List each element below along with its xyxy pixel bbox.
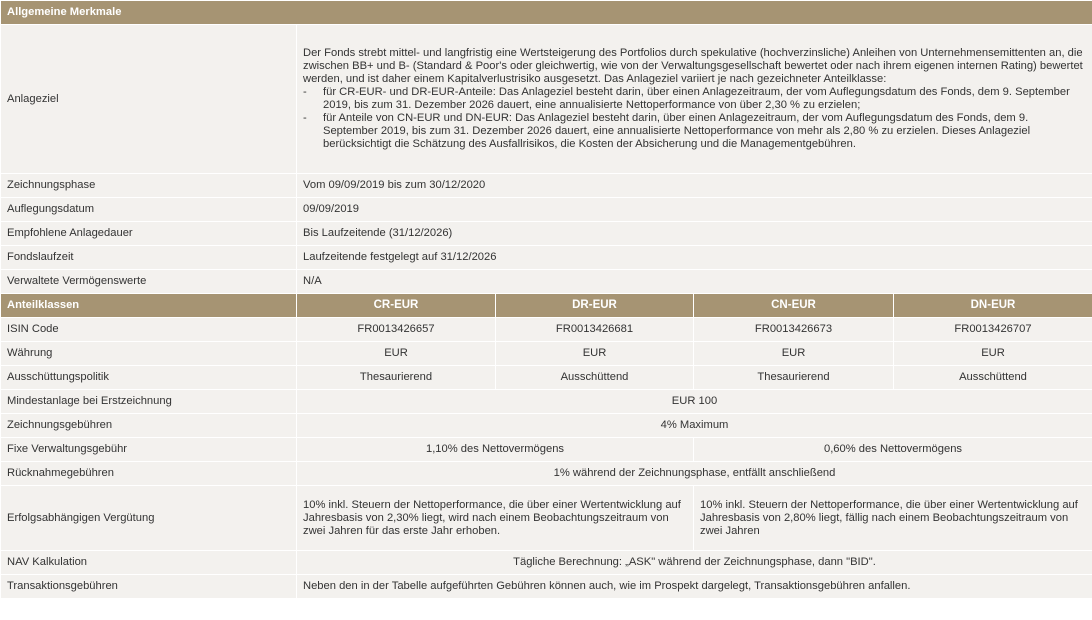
currency-value: EUR	[894, 342, 1092, 366]
distribution-value: Thesaurierend	[297, 366, 496, 390]
row-label: Verwaltete Vermögenswerte	[1, 270, 297, 294]
classes-header-row	[1, 294, 1092, 318]
row-value: 4% Maximum	[297, 414, 1092, 438]
row-label: NAV Kalkulation	[1, 551, 297, 575]
row-value: Laufzeitende festgelegt auf 31/12/2026	[297, 246, 1092, 270]
distribution-value: Thesaurierend	[694, 366, 894, 390]
anlagedauer-row	[1, 222, 1092, 246]
isin-value: FR0013426707	[894, 318, 1092, 342]
row-label: Währung	[1, 342, 297, 366]
row-label: Erfolgsabhängigen Vergütung	[1, 486, 297, 551]
waehrung-row	[1, 342, 1092, 366]
general-header: Allgemeine Merkmale	[1, 1, 1092, 25]
row-label: Fondslaufzeit	[1, 246, 297, 270]
nav-row	[1, 551, 1092, 575]
row-value: N/A	[297, 270, 1092, 294]
classes-header: Anteilklassen	[1, 294, 297, 318]
bullet-dash: -	[303, 112, 307, 124]
distribution-value: Ausschüttend	[894, 366, 1092, 390]
anlageziel-label: Anlageziel	[1, 25, 297, 174]
fondslaufzeit-row	[1, 246, 1092, 270]
row-label: Ausschüttungspolitik	[1, 366, 297, 390]
isin-value: FR0013426681	[496, 318, 694, 342]
auflegungsdatum-row	[1, 198, 1092, 222]
bullet-text: für Anteile von CN-EUR und DN-EUR: Das Anlageziel besteht darin, über einen Anlagezeitraum, der vom Auflegungsdatum des Fonds, dem 9. September 2019, bis zum 31. Dezember 2026 dauert, eine annualisierte Nettoperformance von mehr als 2,80 % zu erzielen. Dieses Anlageziel berücksichtigt die Schätzung des Ausfallrisikos, die Kosten der Absicherung und die Managementgebühren.	[323, 112, 1031, 150]
verwaltungsgebuehr-row	[1, 438, 1092, 462]
row-label: Fixe Verwaltungsgebühr	[1, 438, 297, 462]
row-value: 09/09/2019	[297, 198, 1092, 222]
fee-value: 0,60% des Nettovermögens	[694, 438, 1092, 462]
row-label: ISIN Code	[1, 318, 297, 342]
class-column-header: DN-EUR	[894, 294, 1092, 318]
vermoegenswerte-row	[1, 270, 1092, 294]
isin-row	[1, 318, 1092, 342]
row-value: Neben den in der Tabelle aufgeführten Gebühren können auch, wie im Prospekt dargelegt, Transaktionsgebühren anfallen.	[297, 575, 1092, 599]
anlageziel-text	[297, 25, 1092, 174]
row-value: EUR 100	[297, 390, 1092, 414]
currency-value: EUR	[694, 342, 894, 366]
erfolg-row	[1, 486, 1092, 551]
bullet-dash: -	[303, 86, 307, 98]
distribution-value: Ausschüttend	[496, 366, 694, 390]
anlageziel-bullet-2	[303, 112, 1086, 151]
fee-value: 1,10% des Nettovermögens	[297, 438, 694, 462]
ruecknahme-row	[1, 462, 1092, 486]
class-column-header: DR-EUR	[496, 294, 694, 318]
anlageziel-bullet-1	[303, 86, 1086, 112]
general-header-row	[1, 1, 1092, 25]
row-value: Bis Laufzeitende (31/12/2026)	[297, 222, 1092, 246]
isin-value: FR0013426673	[694, 318, 894, 342]
zeichnungsphase-row	[1, 174, 1092, 198]
isin-value: FR0013426657	[297, 318, 496, 342]
performance-fee-value: 10% inkl. Steuern der Nettoperformance, die über einer Wertentwicklung auf Jahresbasis von 2,80% liegt, fällig nach einem Beobachtungszeitraum von zwei Jahren	[694, 486, 1092, 551]
transaktion-row	[1, 575, 1092, 599]
mindestanlage-row	[1, 390, 1092, 414]
row-label: Zeichnungsgebühren	[1, 414, 297, 438]
zeichnungsgebuehren-row	[1, 414, 1092, 438]
performance-fee-value: 10% inkl. Steuern der Nettoperformance, die über einer Wertentwicklung auf Jahresbasis von 2,30% liegt, wird nach einem Beobachtungszeitraum von zwei Jahren für das erste Jahr erhoben.	[297, 486, 694, 551]
row-label: Mindestanlage bei Erstzeichnung	[1, 390, 297, 414]
row-value: 1% während der Zeichnungsphase, entfällt anschließend	[297, 462, 1092, 486]
ausschuettung-row	[1, 366, 1092, 390]
currency-value: EUR	[496, 342, 694, 366]
anlageziel-row	[1, 25, 1092, 174]
row-label: Rücknahmegebühren	[1, 462, 297, 486]
row-value: Tägliche Berechnung: „ASK" während der Zeichnungsphase, dann "BID".	[297, 551, 1092, 575]
row-label: Auflegungsdatum	[1, 198, 297, 222]
row-label: Transaktionsgebühren	[1, 575, 297, 599]
row-value: Vom 09/09/2019 bis zum 30/12/2020	[297, 174, 1092, 198]
row-label: Zeichnungsphase	[1, 174, 297, 198]
bullet-text: für CR-EUR- und DR-EUR-Anteile: Das Anlageziel besteht darin, über einen Anlagezeitraum, der vom Auflegungsdatum des Fonds, dem 9. September 2019, bis zum 31. Dezember 2026 dauert, eine annualisierte Nettoperformance von über 2,30 % zu erzielen;	[323, 86, 1070, 111]
anlageziel-intro: Der Fonds strebt mittel- und langfristig eine Wertsteigerung des Portfolios durch spekulative (hochverzinsliche) Anleihen von Unternehmensemittenten an, die zwischen BB+ und B- (Standard & Poor's oder gleichwertig, wie von der Verwaltungsgesellschaft bewertet oder nach ihrem eigenen internen Rating) bewertet werden, und ist daher einem Kapitalverlustrisiko ausgesetzt. Das Anlageziel variiert je nach gezeichneter Anteilklasse:	[303, 47, 1083, 85]
row-label: Empfohlene Anlagedauer	[1, 222, 297, 246]
class-column-header: CR-EUR	[297, 294, 496, 318]
currency-value: EUR	[297, 342, 496, 366]
class-column-header: CN-EUR	[694, 294, 894, 318]
